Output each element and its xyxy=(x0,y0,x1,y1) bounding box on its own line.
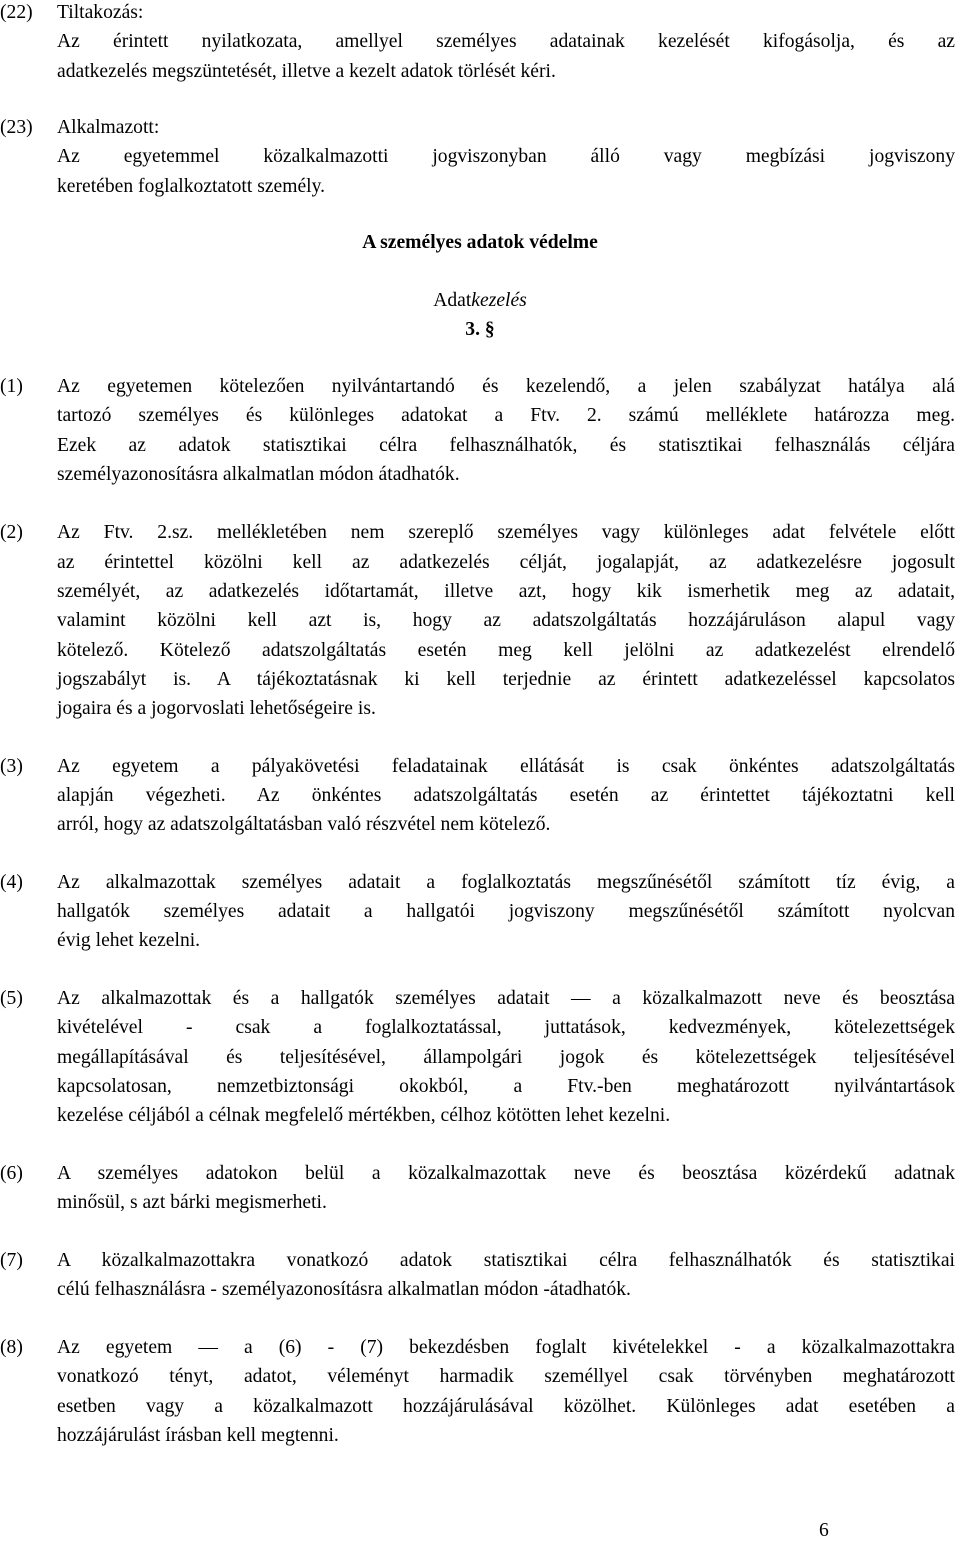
paragraph-line: megállapításával és teljesítésével, állampolgári jogok és kötelezettségek teljesítésével xyxy=(57,1047,955,1068)
page-number: 6 xyxy=(819,1520,829,1541)
subsection-heading xyxy=(0,291,960,311)
paragraph-line: Az Ftv. 2.sz. mellékletében nem szereplő személyes vagy különleges adat felvétele előtt xyxy=(57,522,955,543)
paragraph-line: Az alkalmazottak és a hallgatók személyes adatait — a közalkalmazott neve és beosztása xyxy=(57,988,955,1009)
paragraph-line: kezelése céljából a célnak megfelelő mértékben, célhoz kötötten lehet kezelni. xyxy=(57,1105,671,1126)
section-heading: A személyes adatok védelme xyxy=(362,232,598,253)
definition-title: Alkalmazott: xyxy=(57,117,160,138)
paragraph-line: tartozó személyes és különleges adatokat a Ftv. 2. számú melléklete határozza meg. xyxy=(57,405,955,426)
section-number: 3. § xyxy=(465,319,495,340)
paragraph-number: (2) xyxy=(0,522,23,543)
subsection-heading-italic: kezelés xyxy=(471,290,527,311)
paragraph-line: kivételével - csak a foglalkoztatással, juttatások, kedvezmények, kötelezettségek xyxy=(57,1017,955,1038)
paragraph-number: (7) xyxy=(0,1250,23,1271)
subsection-heading-plain: Adat xyxy=(433,290,472,311)
paragraph-line: keretében foglalkoztatott személy. xyxy=(57,176,326,197)
paragraph-line: Az érintett nyilatkozata, amellyel személyes adatainak kezelését kifogásolja, és az xyxy=(57,31,955,52)
paragraph-line: kapcsolatosan, nemzetbiztonsági okokból, a Ftv.-ben meghatározott nyilvántartások xyxy=(57,1076,955,1097)
paragraph-line: Az egyetemmel közalkalmazotti jogviszonyban álló vagy megbízási jogviszony xyxy=(57,146,955,167)
paragraph-line: A közalkalmazottakra vonatkozó adatok statisztikai célra felhasználhatók és statisztikai xyxy=(57,1250,955,1271)
definition-title: Tiltakozás: xyxy=(57,2,144,23)
paragraph-line: valamint közölni kell azt is, hogy az adatszolgáltatás hozzájáruláson alapul vagy xyxy=(57,610,955,631)
paragraph-number: (4) xyxy=(0,872,23,893)
paragraph-line: Az egyetemen kötelezően nyilvántartandó és kezelendő, a jelen szabályzat hatálya alá xyxy=(57,376,955,397)
paragraph-line: Az alkalmazottak személyes adatait a foglalkoztatás megszűnésétől számított tíz évig, a xyxy=(57,872,955,893)
paragraph-line: hallgatók személyes adatait a hallgatói jogviszony megszűnésétől számított nyolcvan xyxy=(57,901,955,922)
paragraph-number: (3) xyxy=(0,756,23,777)
paragraph-line: Az egyetem a pályakövetési feladatainak ellátását is csak önkéntes adatszolgáltatás xyxy=(57,756,955,777)
paragraph-line: személyét, az adatkezelés időtartamát, illetve azt, hogy kik ismerhetik meg az adatait, xyxy=(57,581,955,602)
paragraph-line: személyazonosításra alkalmatlan módon átadhatók. xyxy=(57,464,460,485)
paragraph-number: (23) xyxy=(0,117,33,138)
paragraph-line: A személyes adatokon belül a közalkalmazottak neve és beosztása közérdekű adatnak xyxy=(57,1163,955,1184)
paragraph-line: az érintettel közölni kell az adatkezelés célját, jogalapját, az adatkezelésre jogosult xyxy=(57,552,955,573)
paragraph-number: (6) xyxy=(0,1163,23,1184)
paragraph-line: arról, hogy az adatszolgáltatásban való részvétel nem kötelező. xyxy=(57,814,551,835)
paragraph-line: Az egyetem — a (6) - (7) bekezdésben foglalt kivételekkel - a közalkalmazottakra xyxy=(57,1337,955,1358)
paragraph-line: jogszabályt is. A tájékoztatásnak ki kell terjednie az érintett adatkezeléssel kapcsolatos xyxy=(57,669,955,690)
paragraph-number: (22) xyxy=(0,2,33,23)
paragraph-line: évig lehet kezelni. xyxy=(57,930,201,951)
paragraph-line: jogaira és a jogorvoslati lehetőségeire is. xyxy=(57,698,376,719)
paragraph-line: Ezek az adatok statisztikai célra felhasználhatók, és statisztikai felhasználás céljára xyxy=(57,435,955,456)
paragraph-line: kötelező. Kötelező adatszolgáltatás esetén meg kell jelölni az adatkezelést elrendelő xyxy=(57,640,955,661)
paragraph-number: (1) xyxy=(0,376,23,397)
paragraph-number: (8) xyxy=(0,1337,23,1358)
paragraph-line: alapján végezheti. Az önkéntes adatszolgáltatás esetén az érintettet tájékoztatni kell xyxy=(57,785,955,806)
paragraph-line: vonatkozó tényt, adatot, véleményt harmadik személlyel csak törvényben meghatározott xyxy=(57,1366,955,1387)
paragraph-line: célú felhasználásra - személyazonosításra alkalmatlan módon -átadhatók. xyxy=(57,1279,631,1300)
paragraph-line: esetben vagy a közalkalmazott hozzájárulásával közölhet. Különleges adat esetében a xyxy=(57,1396,955,1417)
paragraph-line: hozzájárulást írásban kell megtenni. xyxy=(57,1425,339,1446)
paragraph-line: adatkezelés megszüntetését, illetve a kezelt adatok törlését kéri. xyxy=(57,61,556,82)
paragraph-line: minősül, s azt bárki megismerheti. xyxy=(57,1192,327,1213)
paragraph-number: (5) xyxy=(0,988,23,1009)
